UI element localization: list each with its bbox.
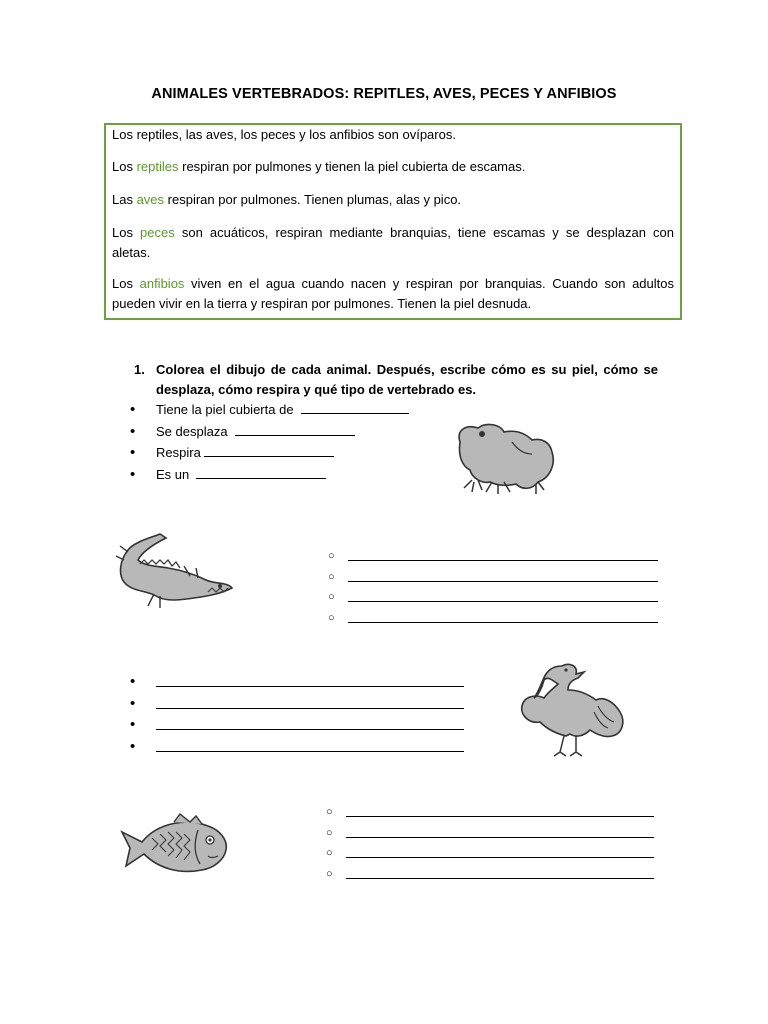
answer-line[interactable] [156,694,464,709]
list-item [328,608,658,629]
list-item [328,546,658,567]
list-item: • Respira [130,443,409,465]
answer-blank[interactable] [196,465,326,479]
answer-line[interactable] [348,587,658,602]
answer-line[interactable] [346,864,654,879]
frog-answer-list [130,400,409,486]
answer-line[interactable] [346,823,654,838]
keyword-fish: peces [140,225,175,240]
keyword-amphibians: anfibios [139,276,185,291]
info-box [104,123,682,320]
fish-answer-list [326,802,654,884]
list-item [328,587,658,608]
answer-blank[interactable] [301,400,409,414]
list-item [326,843,654,864]
answer-line[interactable] [156,715,464,730]
list-item [326,802,654,823]
list-item [326,823,654,844]
list-item [130,672,464,694]
keyword-birds: aves [136,192,165,207]
keyword-reptiles: reptiles [136,159,179,174]
info-paragraph-amphibians: Los anfibios viven en el agua cuando nacen y respiran por branquias. Cuando son adultos pueden vivir en la tierra y respiran por pulmones. Tienen la piel desnuda. [112,276,674,311]
crocodile-image [110,530,238,614]
info-paragraph-oviparous: Los reptiles, las aves, los peces y los anfibios son ovíparos. [112,127,456,142]
list-item [326,864,654,885]
page-title: ANIMALES VERTEBRADOS: REPITLES, AVES, PECES Y ANFIBIOS [151,86,617,102]
exercise-text: Colorea el dibujo de cada animal. Después, escribe cómo es su piel, cómo se desplaza, cómo respira y qué tipo de vertebrado es. [156,362,658,397]
answer-line[interactable] [348,567,658,582]
pelican-answer-list [130,672,464,758]
list-item [328,567,658,588]
exercise-number: 1. [134,362,145,377]
answer-line[interactable] [346,843,654,858]
list-item [130,715,464,737]
crocodile-answer-list [328,546,658,628]
list-item: • Se desplaza [130,422,409,444]
list-item: • Es un [130,465,409,487]
answer-line[interactable] [156,737,464,752]
info-paragraph-birds: Las aves respiran por pulmones. Tienen plumas, alas y pico. [112,192,462,207]
pelican-image [518,660,628,760]
info-paragraph-fish: Los peces son acuáticos, respiran mediante branquias, tiene escamas y se desplazan con aletas. [112,225,674,260]
frog-image [452,420,562,500]
list-item [130,694,464,716]
info-paragraph-reptiles: Los reptiles respiran por pulmones y tienen la piel cubierta de escamas. [112,159,526,174]
fish-image [118,812,232,882]
answer-line[interactable] [348,546,658,561]
list-item [130,737,464,759]
answer-line[interactable] [346,802,654,817]
exercise-instruction [136,360,658,400]
answer-blank[interactable] [204,443,334,457]
list-item: • Tiene la piel cubierta de [130,400,409,422]
answer-blank[interactable] [235,422,355,436]
answer-line[interactable] [156,672,464,687]
answer-line[interactable] [348,608,658,623]
